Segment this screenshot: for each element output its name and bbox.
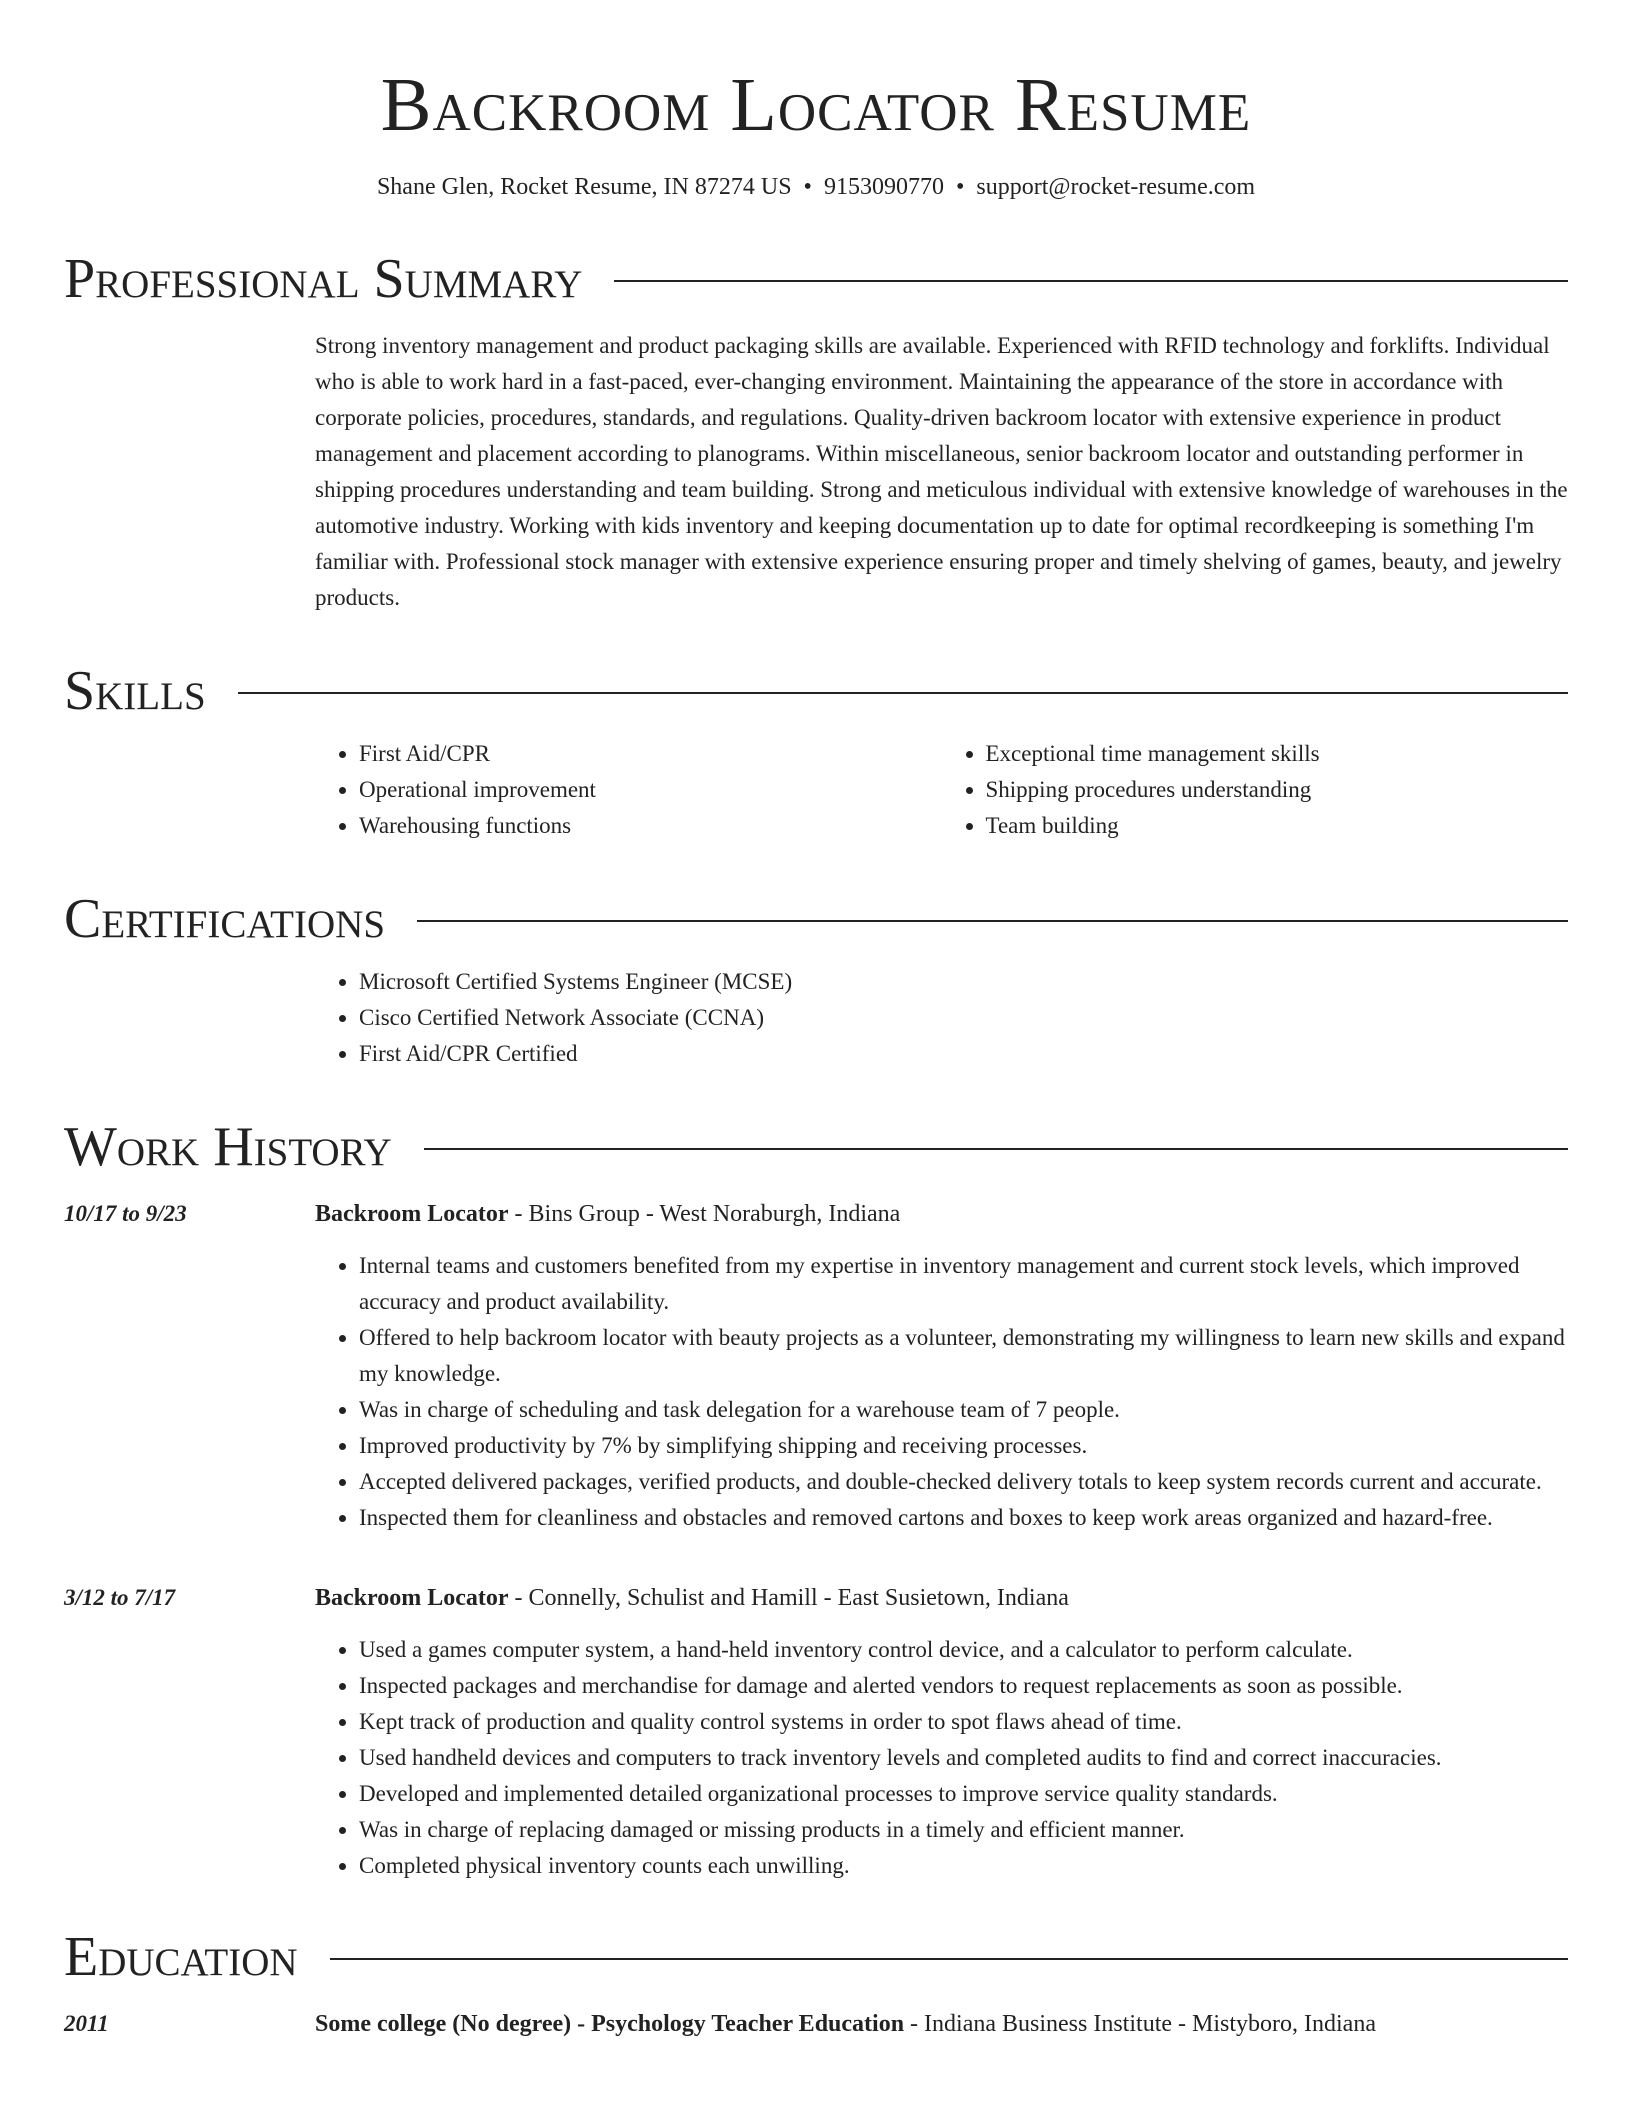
job-bullet: • Accepted delivered packages, verified products, and double-checked delivery totals to keep system records current and accurate. <box>359 1464 1568 1500</box>
job-entry <box>64 1196 1568 1556</box>
job-bullet: • Was in charge of replacing damaged or missing products in a timely and efficient manner. <box>359 1812 1568 1848</box>
contact-phone: 9153090770 <box>823 174 944 200</box>
skills-section-header <box>64 660 1568 722</box>
section-divider <box>238 692 1568 694</box>
education-details: - Indiana Business Institute - Mistyboro, Indiana <box>904 2011 1376 2037</box>
education-section-header <box>64 1926 1568 1988</box>
section-divider <box>614 280 1568 282</box>
job-bullet: • Inspected them for cleanliness and obstacles and removed cartons and boxes to keep work areas organized and hazard-free. <box>359 1500 1568 1536</box>
certifications-list <box>315 964 1568 1072</box>
job-main <box>315 1580 1568 1904</box>
skill-item: • Warehousing functions <box>359 808 942 844</box>
job-bullet: • Completed physical inventory counts each unwilling. <box>359 1848 1568 1884</box>
job-heading <box>315 1196 1568 1232</box>
job-heading <box>315 1580 1568 1616</box>
skills-heading: Skills <box>64 660 206 722</box>
section-divider <box>424 1148 1568 1150</box>
job-title: Backroom Locator <box>315 1585 509 1611</box>
education-degree: Some college (No degree) - Psychology Teacher Education <box>315 2011 905 2037</box>
resume-title: Backroom Locator Resume <box>380 63 1252 147</box>
contact-separator: • <box>955 174 965 200</box>
summary-heading: Professional Summary <box>64 248 583 310</box>
skill-item: • Shipping procedures understanding <box>986 772 1569 808</box>
skill-item: • First Aid/CPR <box>359 736 942 772</box>
job-bullets <box>315 1632 1568 1884</box>
job-bullet: • Used a games computer system, a hand-held inventory control device, and a calculator to perform calculate. <box>359 1632 1568 1668</box>
contact-email: support@rocket-resume.com <box>976 174 1256 200</box>
job-dates: 10/17 to 9/23 <box>64 1201 187 1226</box>
resume-page <box>64 0 1568 2042</box>
job-details: - Connelly, Schulist and Hamill - East Susietown, Indiana <box>508 1585 1069 1611</box>
skill-item: • Exceptional time management skills <box>986 736 1569 772</box>
skills-list-right <box>942 736 1569 844</box>
work-section-header <box>64 1116 1568 1178</box>
job-entry <box>64 1580 1568 1904</box>
education-heading: Education <box>64 1926 298 1988</box>
job-bullet: • Kept track of production and quality control systems in order to spot flaws ahead of time. <box>359 1704 1568 1740</box>
job-bullet: • Used handheld devices and computers to track inventory levels and completed audits to find and correct inaccuracies. <box>359 1740 1568 1776</box>
job-details: - Bins Group - West Noraburgh, Indiana <box>508 1201 901 1227</box>
skills-grid <box>315 736 1568 844</box>
job-bullet: • Internal teams and customers benefited from my expertise in inventory management and current stock levels, which improved accuracy and product availability. <box>359 1248 1568 1320</box>
certification-item: • First Aid/CPR Certified <box>359 1036 1568 1072</box>
skill-item: • Team building <box>986 808 1569 844</box>
section-divider <box>330 1958 1568 1960</box>
job-bullet: • Offered to help backroom locator with beauty projects as a volunteer, demonstrating my willingness to learn new skills and expand my knowledge. <box>359 1320 1568 1392</box>
certifications-section-header <box>64 888 1568 950</box>
section-divider <box>417 920 1568 922</box>
education-year: 2011 <box>64 2011 109 2036</box>
certifications-heading: Certifications <box>64 888 386 950</box>
job-main <box>315 1196 1568 1556</box>
contact-address: Shane Glen, Rocket Resume, IN 87274 US <box>376 174 792 200</box>
job-title: Backroom Locator <box>315 1201 509 1227</box>
summary-section-header <box>64 248 1568 310</box>
education-main <box>315 2006 1568 2042</box>
work-heading: Work History <box>64 1116 392 1178</box>
job-bullets <box>315 1248 1568 1536</box>
job-dates: 3/12 to 7/17 <box>64 1585 176 1610</box>
skill-item: • Operational improvement <box>359 772 942 808</box>
certification-item: • Cisco Certified Network Associate (CCNA) <box>359 1000 1568 1036</box>
job-bullet: • Developed and implemented detailed organizational processes to improve service quality standards. <box>359 1776 1568 1812</box>
contact-line <box>64 170 1568 204</box>
contact-separator: • <box>803 174 812 200</box>
job-bullet: • Improved productivity by 7% by simplifying shipping and receiving processes. <box>359 1428 1568 1464</box>
certification-item: • Microsoft Certified Systems Engineer (MCSE) <box>359 964 1568 1000</box>
summary-text: Strong inventory management and product packaging skills are available. Experienced with RFID technology and forklifts. Individual who is able to work hard in a fast-paced, ever-changing environment. Maintaining the appearance of the store in accordance with corporate policies, procedures, standards, and regulations. Quality-driven backroom locator with extensive experience in product management and placement according to planograms. Within miscellaneous, senior backroom locator and outstanding performer in shipping procedures understanding and team building. Strong and meticulous individual with extensive knowledge of warehouses in the automotive industry. Working with kids inventory and keeping documentation up to date for optimal recordkeeping is something I'm familiar with. Professional stock manager with extensive experience ensuring proper and timely shelving of games, beauty, and jewelry products. <box>315 333 1568 610</box>
job-bullet: • Inspected packages and merchandise for damage and alerted vendors to request replacements as soon as possible. <box>359 1668 1568 1704</box>
education-entry <box>64 2006 1568 2042</box>
job-bullet: • Was in charge of scheduling and task delegation for a warehouse team of 7 people. <box>359 1392 1568 1428</box>
skills-list-left <box>315 736 942 844</box>
